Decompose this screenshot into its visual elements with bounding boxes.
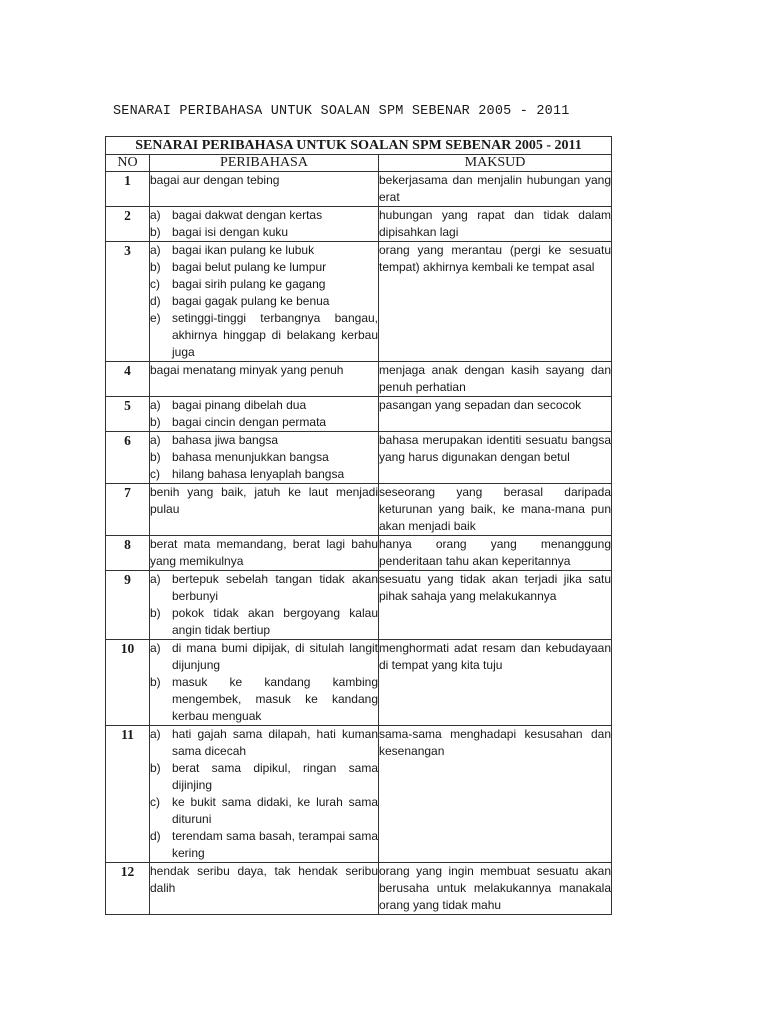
peribahasa-text: pokok tidak akan bergoyang kalau angin tidak bertiup <box>172 606 378 637</box>
peribahasa-list <box>150 536 378 570</box>
peribahasa-cell <box>150 242 379 362</box>
item-marker: a) <box>150 398 161 412</box>
item-marker: a) <box>150 572 161 586</box>
table-row <box>106 536 612 571</box>
peribahasa-item <box>150 362 378 379</box>
peribahasa-item <box>150 828 378 862</box>
item-marker: a) <box>150 208 161 222</box>
table-row <box>106 571 612 640</box>
column-header-peribahasa: PERIBAHASA <box>150 155 379 172</box>
peribahasa-text: bagai isi dengan kuku <box>172 225 289 239</box>
peribahasa-item <box>150 674 378 725</box>
proverb-table <box>105 136 612 915</box>
peribahasa-item <box>150 259 378 276</box>
item-marker: c) <box>150 795 160 809</box>
peribahasa-text: berat sama dipikul, ringan sama dijinjing <box>172 761 378 792</box>
peribahasa-text: bagai gagak pulang ke benua <box>172 294 330 308</box>
peribahasa-item <box>150 760 378 794</box>
peribahasa-list <box>150 863 378 897</box>
item-marker: e) <box>150 311 161 325</box>
peribahasa-list <box>150 362 378 379</box>
peribahasa-list <box>150 242 378 361</box>
peribahasa-cell <box>150 484 379 536</box>
peribahasa-cell <box>150 640 379 726</box>
document-heading: SENARAI PERIBAHASA UNTUK SOALAN SPM SEBENAR 2005 - 2011 <box>113 104 570 119</box>
peribahasa-item <box>150 571 378 605</box>
peribahasa-item <box>150 466 378 483</box>
peribahasa-text: terendam sama basah, terampai sama kering <box>172 829 378 860</box>
row-number: 12 <box>106 863 150 915</box>
peribahasa-cell <box>150 172 379 207</box>
row-number: 2 <box>106 207 150 242</box>
row-number: 8 <box>106 536 150 571</box>
peribahasa-text: hilang bahasa lenyaplah bangsa <box>172 467 345 481</box>
table-header-row <box>106 155 612 172</box>
peribahasa-text: bagai dakwat dengan kertas <box>172 208 323 222</box>
row-number: 6 <box>106 432 150 484</box>
row-number: 3 <box>106 242 150 362</box>
peribahasa-item <box>150 207 378 224</box>
peribahasa-item <box>150 640 378 674</box>
item-marker: b) <box>150 225 161 239</box>
item-marker: b) <box>150 260 161 274</box>
peribahasa-item <box>150 414 378 431</box>
peribahasa-cell <box>150 432 379 484</box>
peribahasa-cell <box>150 397 379 432</box>
peribahasa-item <box>150 293 378 310</box>
peribahasa-item <box>150 242 378 259</box>
peribahasa-cell <box>150 536 379 571</box>
peribahasa-cell <box>150 863 379 915</box>
peribahasa-list <box>150 640 378 725</box>
table-row <box>106 640 612 726</box>
peribahasa-item <box>150 484 378 518</box>
peribahasa-cell <box>150 362 379 397</box>
maksud-cell: sesuatu yang tidak akan terjadi jika satu pihak sahaja yang melakukannya <box>379 571 612 640</box>
maksud-cell: pasangan yang sepadan dan secocok <box>379 397 612 432</box>
peribahasa-text: bagai pinang dibelah dua <box>172 398 307 412</box>
maksud-cell: hubungan yang rapat dan tidak dalam dipisahkan lagi <box>379 207 612 242</box>
peribahasa-text: di mana bumi dipijak, di situlah langit dijunjung <box>172 641 378 672</box>
peribahasa-list <box>150 172 378 189</box>
peribahasa-cell <box>150 207 379 242</box>
table-body <box>106 172 612 915</box>
table-row <box>106 172 612 207</box>
peribahasa-text: bertepuk sebelah tangan tidak akan berbunyi <box>172 572 378 603</box>
item-marker: b) <box>150 450 161 464</box>
peribahasa-item <box>150 794 378 828</box>
peribahasa-text: bagai belut pulang ke lumpur <box>172 260 327 274</box>
peribahasa-text: bagai aur dengan tebing <box>150 173 280 187</box>
peribahasa-list <box>150 484 378 518</box>
peribahasa-item <box>150 726 378 760</box>
item-marker: c) <box>150 467 160 481</box>
maksud-cell: bekerjasama dan menjalin hubungan yang erat <box>379 172 612 207</box>
row-number: 7 <box>106 484 150 536</box>
peribahasa-text: bahasa menunjukkan bangsa <box>172 450 329 464</box>
peribahasa-text: berat mata memandang, berat lagi bahu yang memikulnya <box>150 537 378 568</box>
row-number: 9 <box>106 571 150 640</box>
maksud-cell: bahasa merupakan identiti sesuatu bangsa yang harus digunakan dengan betul <box>379 432 612 484</box>
column-header-no: NO <box>106 155 150 172</box>
peribahasa-list <box>150 432 378 483</box>
table-title-row <box>106 137 612 155</box>
peribahasa-item <box>150 310 378 361</box>
table-row <box>106 242 612 362</box>
table-row <box>106 726 612 863</box>
peribahasa-item <box>150 172 378 189</box>
maksud-cell: menjaga anak dengan kasih sayang dan penuh perhatian <box>379 362 612 397</box>
peribahasa-cell <box>150 726 379 863</box>
peribahasa-item <box>150 397 378 414</box>
table-row <box>106 863 612 915</box>
peribahasa-text: bagai cincin dengan permata <box>172 415 327 429</box>
maksud-cell: menghormati adat resam dan kebudayaan di tempat yang kita tuju <box>379 640 612 726</box>
peribahasa-text: bagai sirih pulang ke gagang <box>172 277 326 291</box>
table-row <box>106 484 612 536</box>
peribahasa-item <box>150 605 378 639</box>
item-marker: b) <box>150 606 161 620</box>
item-marker: a) <box>150 433 161 447</box>
peribahasa-text: bagai ikan pulang ke lubuk <box>172 243 315 257</box>
item-marker: b) <box>150 675 161 689</box>
peribahasa-list <box>150 571 378 639</box>
peribahasa-text: masuk ke kandang kambing mengembek, masuk ke kandang kerbau menguak <box>172 675 378 723</box>
row-number: 10 <box>106 640 150 726</box>
table-row <box>106 362 612 397</box>
peribahasa-item <box>150 224 378 241</box>
row-number: 5 <box>106 397 150 432</box>
column-header-maksud: MAKSUD <box>379 155 612 172</box>
row-number: 11 <box>106 726 150 863</box>
peribahasa-text: bagai menatang minyak yang penuh <box>150 363 344 377</box>
item-marker: b) <box>150 761 161 775</box>
peribahasa-cell <box>150 571 379 640</box>
peribahasa-item <box>150 863 378 897</box>
item-marker: b) <box>150 415 161 429</box>
peribahasa-text: setinggi-tinggi terbangnya bangau, akhirnya hinggap di belakang kerbau juga <box>172 311 378 359</box>
row-number: 4 <box>106 362 150 397</box>
peribahasa-item <box>150 432 378 449</box>
table-row <box>106 397 612 432</box>
item-marker: a) <box>150 727 161 741</box>
peribahasa-text: benih yang baik, jatuh ke laut menjadi pulau <box>150 485 378 516</box>
table-row <box>106 432 612 484</box>
maksud-cell: hanya orang yang menanggung penderitaan tahu akan keperitannya <box>379 536 612 571</box>
peribahasa-text: hendak seribu daya, tak hendak seribu dalih <box>150 864 378 895</box>
maksud-cell: sama-sama menghadapi kesusahan dan kesenangan <box>379 726 612 863</box>
peribahasa-list <box>150 207 378 241</box>
peribahasa-item <box>150 276 378 293</box>
item-marker: c) <box>150 277 160 291</box>
item-marker: d) <box>150 294 161 308</box>
peribahasa-text: hati gajah sama dilapah, hati kuman sama dicecah <box>172 727 378 758</box>
table-title: SENARAI PERIBAHASA UNTUK SOALAN SPM SEBENAR 2005 - 2011 <box>106 137 612 155</box>
peribahasa-text: bahasa jiwa bangsa <box>172 433 279 447</box>
peribahasa-list <box>150 726 378 862</box>
row-number: 1 <box>106 172 150 207</box>
item-marker: a) <box>150 243 161 257</box>
maksud-cell: seseorang yang berasal daripada keturunan yang baik, ke mana-mana pun akan menjadi baik <box>379 484 612 536</box>
peribahasa-list <box>150 397 378 431</box>
peribahasa-item <box>150 449 378 466</box>
table-row <box>106 207 612 242</box>
peribahasa-text: ke bukit sama didaki, ke lurah sama dituruni <box>172 795 378 826</box>
item-marker: d) <box>150 829 161 843</box>
item-marker: a) <box>150 641 161 655</box>
maksud-cell: orang yang merantau (pergi ke sesuatu tempat) akhirnya kembali ke tempat asal <box>379 242 612 362</box>
maksud-cell: orang yang ingin membuat sesuatu akan berusaha untuk melakukannya manakala orang yang tidak mahu <box>379 863 612 915</box>
peribahasa-item <box>150 536 378 570</box>
